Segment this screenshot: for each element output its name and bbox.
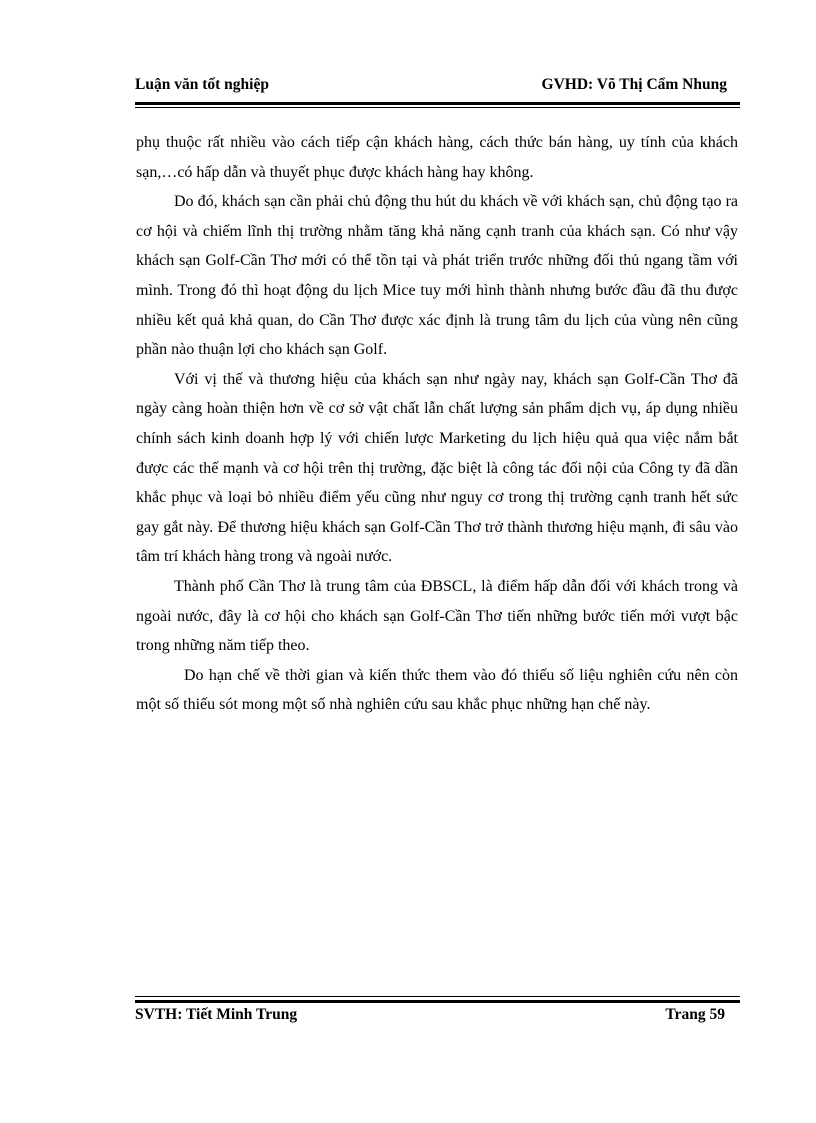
paragraph-2: Do đó, khách sạn cần phải chủ động thu hút du khách về với khách sạn, chủ động tạo ra cơ hội và chiếm lĩnh thị trường nhằm tăng khả năng cạnh tranh của khách sạn. Có như vậy khách sạn Golf-Cần Thơ mới có thể tồn tại và phát triển trước những đối thủ ngang tầm với mình. Trong đó thì hoạt động du lịch Mice tuy mới hình thành nhưng bước đầu đã thu được nhiều kết quả khả quan, do Cần Thơ được xác định là trung tâm du lịch của vùng nên cũng phần nào thuận lợi cho khách sạn Golf.: [136, 193, 738, 359]
footer-rule-thick: [135, 1000, 740, 1003]
paragraph-5: Do hạn chế về thời gian và kiến thức them vào đó thiếu số liệu nghiên cứu nên còn một số thiếu sót mong một số nhà nghiên cứu sau khắc phục những hạn chế này.: [136, 666, 738, 714]
footer-page-number: Trang 59: [665, 1006, 725, 1023]
page-header: [135, 76, 727, 100]
footer-rule-thin: [135, 996, 740, 997]
body-text: [136, 128, 738, 720]
header-rule-thin: [135, 107, 740, 108]
paragraph-4: Thành phố Cần Thơ là trung tâm của ĐBSCL, là điểm hấp dẫn đối với khách trong và ngoài nước, đây là cơ hội cho khách sạn Golf-Cần Thơ tiến những bước tiến mới vượt bậc trong những năm tiếp theo.: [136, 577, 738, 655]
paragraph-1: phụ thuộc rất nhiều vào cách tiếp cận khách hàng, cách thức bán hàng, uy tính của khách sạn,…có hấp dẫn và thuyết phục được khách hàng hay không.: [136, 134, 738, 181]
header-thesis-title: Luận văn tốt nghiệp: [135, 76, 269, 93]
footer-student: SVTH: Tiết Minh Trung: [135, 1006, 298, 1023]
paragraph-3: Với vị thế và thương hiệu của khách sạn như ngày nay, khách sạn Golf-Cần Thơ đã ngày càng hoàn thiện hơn về cơ sở vật chất lẫn chất lượng sản phẩm dịch vụ, áp dụng nhiều chính sách kinh doanh hợp lý với chiến lược Marketing du lịch hiệu quả qua việc nắm bắt được các thế mạnh và cơ hội trên thị trường, đặc biệt là công tác đối nội của Công ty đã dần khắc phục và loại bỏ nhiều điểm yếu cũng như nguy cơ trong thị trường cạnh tranh hết sức gay gắt này. Để thương hiệu khách sạn Golf-Cần Thơ trở thành thương hiệu mạnh, đi sâu vào tâm trí khách hàng trong và ngoài nước.: [136, 370, 738, 566]
page-footer: [135, 1006, 725, 1030]
header-rule-thick: [135, 102, 740, 105]
header-advisor: GVHD: Võ Thị Cẩm Nhung: [541, 76, 727, 93]
